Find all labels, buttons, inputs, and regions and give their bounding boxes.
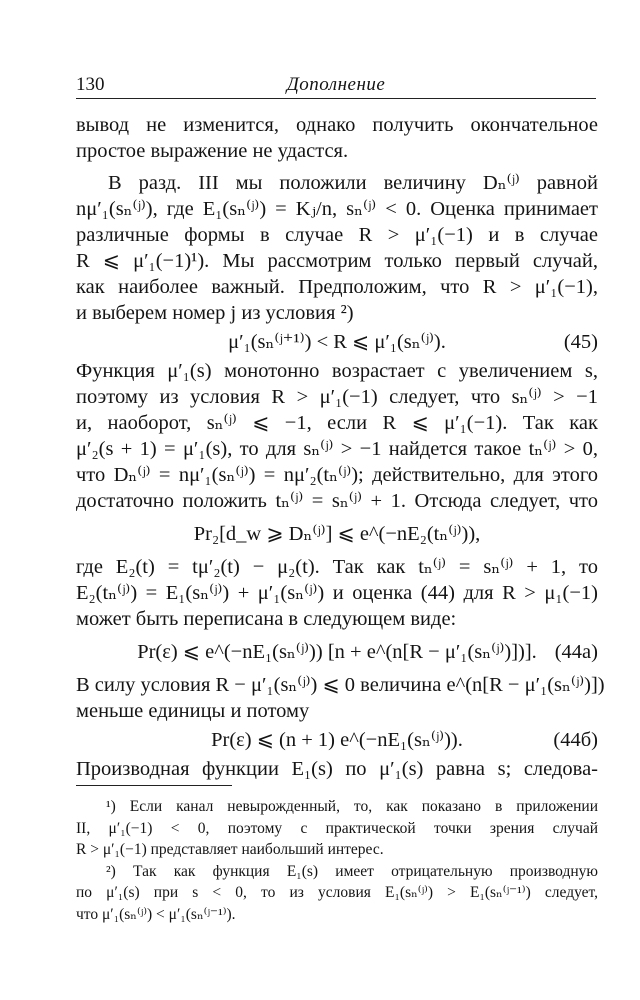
text-line: что Dₙ⁽ʲ⁾ = nμ′₁(sₙ⁽ʲ⁾) = nμ′₂(tₙ⁽ʲ⁾); действительно, для этого bbox=[76, 464, 598, 486]
footnote-line: II, μ′₁(−1) < 0, поэтому с практической точки зрения случай bbox=[76, 819, 598, 837]
equation-44b bbox=[76, 724, 598, 756]
running-title: Дополнение bbox=[286, 74, 386, 95]
equation-body: Pr(ε) ⩽ e^(−nE₁(sₙ⁽ʲ⁾)) [n + e^(n[R − μ′₁(sₙ⁽ʲ⁾)])]. bbox=[137, 641, 537, 663]
footnote-divider bbox=[76, 785, 232, 786]
text-line: где E₂(t) = tμ′₂(t) − μ₂(t). Так как tₙ⁽ʲ⁾ = sₙ⁽ʲ⁾ + 1, то bbox=[76, 556, 598, 578]
equation-body: Pr₂[d_w ⩾ Dₙ⁽ʲ⁾] ⩽ e^(−nE₂(tₙ⁽ʲ⁾)), bbox=[193, 523, 481, 545]
footnote-line: R > μ′₁(−1) представляет наибольший интерес. bbox=[76, 841, 384, 858]
footnote-line: ²) Так как функция E₁(s) имеет отрицательную производную bbox=[106, 862, 598, 880]
text-line: nμ′₁(sₙ⁽ʲ⁾), где E₁(sₙ⁽ʲ⁾) = Kⱼ/n, sₙ⁽ʲ⁾ < 0. Оценка принимает bbox=[76, 198, 598, 220]
footnotes bbox=[76, 796, 598, 925]
footnote-line: что μ′₁(sₙ⁽ʲ⁾) < μ′₁(sₙ⁽ʲ⁻¹⁾). bbox=[76, 905, 236, 923]
text-line: и, наоборот, sₙ⁽ʲ⁾ ⩽ −1, если R ⩽ μ′₁(−1). Так как bbox=[76, 412, 598, 434]
text-line: Функция μ′₁(s) монотонно возрастает с увеличением s, bbox=[76, 360, 598, 382]
text-line: вывод не изменится, однако получить окончательное bbox=[76, 114, 598, 136]
text-line: простое выражение не удастся. bbox=[76, 140, 349, 162]
text-line: как наиболее важный. Предположим, что R > μ′₁(−1), bbox=[76, 276, 598, 298]
page-number: 130 bbox=[76, 74, 105, 95]
footnote-line: ¹) Если канал невырожденный, то, как показано в приложении bbox=[106, 798, 598, 815]
equation-body: μ′₁(sₙ⁽ʲ⁺¹⁾) < R ⩽ μ′₁(sₙ⁽ʲ⁾). bbox=[228, 331, 446, 353]
text-line: R ⩽ μ′₁(−1)¹). Мы рассмотрим только первый случай, bbox=[76, 250, 598, 272]
text-line: поэтому из условия R > μ′₁(−1) следует, что sₙ⁽ʲ⁾ > −1 bbox=[76, 386, 598, 408]
footnote-line: по μ′₁(s) при s < 0, то из условия E₁(sₙ⁽ʲ⁾) > E₁(sₙ⁽ʲ⁻¹⁾) следует, bbox=[76, 884, 598, 901]
equation-number: (44б) bbox=[553, 729, 598, 751]
equation-44a bbox=[76, 632, 598, 672]
equation-number: (45) bbox=[563, 331, 598, 353]
text-line: Производная функции E₁(s) по μ′₁(s) равна s; следова- bbox=[76, 758, 598, 780]
text-line: E₂(tₙ⁽ʲ⁾) = E₁(sₙ⁽ʲ⁾) + μ′₁(sₙ⁽ʲ⁾) и оценка (44) для R > μ₁(−1) bbox=[76, 582, 598, 604]
text-line: В силу условия R − μ′₁(sₙ⁽ʲ⁾) ⩽ 0 величина e^(n[R − μ′₁(sₙ⁽ʲ⁾)]) bbox=[76, 674, 605, 696]
equation-45 bbox=[76, 326, 598, 358]
page-header bbox=[76, 74, 596, 99]
equation-number: (44а) bbox=[554, 641, 598, 663]
text-line: достаточно положить tₙ⁽ʲ⁾ = sₙ⁽ʲ⁾ + 1. Отсюда следует, что bbox=[76, 490, 598, 512]
text-line: различные формы в случае R > μ′₁(−1) и в случае bbox=[76, 224, 598, 246]
text-line: В разд. III мы положили величину Dₙ⁽ʲ⁾ равной bbox=[108, 172, 598, 194]
text-line: меньше единицы и потому bbox=[76, 700, 310, 722]
text-line: μ′₂(s + 1) = μ′₁(s), то для sₙ⁽ʲ⁾ > −1 найдется такое tₙ⁽ʲ⁾ > 0, bbox=[76, 438, 598, 460]
text-line: и выберем номер j из условия ²) bbox=[76, 302, 354, 324]
display-equation bbox=[76, 514, 598, 554]
text-line: может быть переписана в следующем виде: bbox=[76, 608, 457, 630]
equation-body: Pr(ε) ⩽ (n + 1) e^(−nE₁(sₙ⁽ʲ⁾)). bbox=[211, 729, 463, 751]
main-text bbox=[76, 112, 605, 782]
